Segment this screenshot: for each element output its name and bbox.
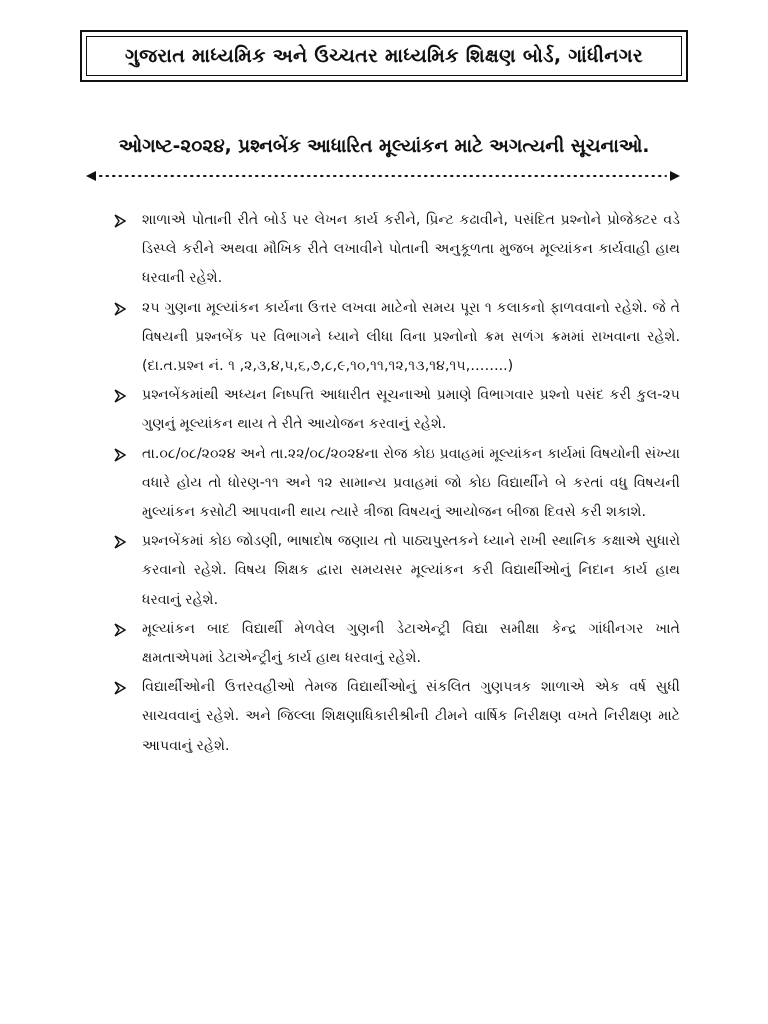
instruction-text: વિદ્યાર્થીઓની ઉત્તરવહીઓ તેમજ વિદ્યાર્થીઓનું સંકલિત ગુણપત્રક શાળાએ એક વર્ષ સુધી સાચવવાનું રહેશે. અને જિલ્લા શિક્ષણાધિકારીશ્રીની ટીમને વાર્ષિક નિરીક્ષણ વખતે નિરીક્ષણ માટે આપવાનું રહેશે. bbox=[142, 679, 680, 754]
left-arrow-icon bbox=[86, 171, 96, 181]
list-item bbox=[112, 381, 680, 439]
list-item bbox=[112, 440, 680, 528]
notice-subtitle: ઓગષ્ટ-૨૦૨૪, પ્રશ્નબેંક આધારિત મૂલ્યાંકન માટે અગત્યની સૂચનાઓ. bbox=[118, 136, 650, 157]
header-inner-border bbox=[86, 36, 682, 76]
instruction-text: પ્રશ્નબેંકમાંથી અધ્યન નિષ્પત્તિ આધારીત સૂચનાઓ પ્રમાણે વિભાગવાર પ્રશ્નો પસંદ કરી કુલ-૨૫ ગુણનું મૂલ્યાંકન થાય તે રીતે આયોજન કરવાનું રહેશે. bbox=[142, 387, 680, 433]
arrowhead-bullet-icon bbox=[114, 535, 126, 549]
list-item bbox=[112, 527, 680, 615]
instruction-text: તા.૦૮/૦૮/૨૦૨૪ અને તા.૨૨/૦૮/૨૦૨૪ના રોજ કોઇ પ્રવાહમાં મૂલ્યાંકન કાર્યમાં વિષયોની સંખ્યા વધારે હોય તો ધોરણ-૧૧ અને ૧૨ સામાન્ય પ્રવાહમાં જો કોઇ વિદ્યાર્થીને બે કરતાં વધુ વિષયની મુલ્યાંકન કસોટી આપવાની થાય ત્યારે ત્રીજા વિષયનું આયોજન બીજા દિવસે કરી શકાશે. bbox=[142, 445, 680, 521]
arrowhead-bullet-icon bbox=[114, 623, 126, 637]
list-item bbox=[112, 615, 680, 673]
arrowhead-bullet-icon bbox=[114, 302, 126, 316]
instruction-text: ૨૫ ગુણના મૂલ્યાંકન કાર્યના ઉત્તર લખવા માટેનો સમય પૂરા ૧ કલાકનો ફાળવવાનો રહેશે. જે તે વિષયની પ્રશ્નબેંક પર વિભાગને ધ્યાને લીધા વિના પ્રશ્નોનો ક્રમ સળંગ ક્રમમાં રાખવાના રહેશે. (દા.ત.પ્રશ્ન નં. ૧ ,૨,૩,૪,૫,૬,૭,૮,૯,૧૦,૧૧,૧૨,૧૩,૧૪,૧૫,……..) bbox=[142, 299, 680, 375]
arrowhead-bullet-icon bbox=[114, 681, 126, 695]
arrowhead-bullet-icon bbox=[114, 448, 126, 462]
instruction-text: શાળાએ પોતાની રીતે બોર્ડ પર લેખન કાર્ય કરીને, પ્રિન્ટ કઢાવીને, પસંદિત પ્રશ્નોને પ્રોજેક્ટર વડે ડિસ્પ્લે કરીને અથવા મૌખિક રીતે લખાવીને પોતાની અનુકૂળતા મુજબ મૂલ્યાંકન કાર્યવાહી હાથ ધરવાની રહેશે. bbox=[142, 212, 680, 287]
list-item bbox=[112, 673, 680, 761]
arrowhead-bullet-icon bbox=[114, 389, 126, 403]
instruction-text: મૂલ્યાંકન બાદ વિદ્યાર્થી મેળવેલ ગુણની ડેટાએન્ટ્રી વિદ્યા સમીક્ષા કેન્દ્ર ગાંધીનગર ખાતે ક્ષમતાએપમાં ડેટાએન્ટ્રીનું કાર્ય હાથ ધરવાનું રહેશે. bbox=[142, 620, 680, 667]
instruction-list bbox=[112, 206, 680, 761]
list-item bbox=[112, 206, 680, 294]
list-item bbox=[112, 294, 680, 382]
page-title: ગુજરાત માધ્યમિક અને ઉચ્ચતર માધ્યમિક શિક્ષણ બોર્ડ, ગાંધીનગર bbox=[124, 45, 643, 67]
header-box bbox=[80, 30, 688, 82]
instruction-text: પ્રશ્નબેંકમાં કોઇ જોડણી, ભાષાદોષ જણાય તો પાઠ્યપુસ્તકને ધ્યાને રાખી સ્થાનિક કક્ષાએ સુધારો કરવાનો રહેશે. વિષય શિક્ષક દ્વારા સમયસર મૂલ્યાંકન કરી વિદ્યાર્થીઓનું નિદાન કાર્ય હાથ ધરવાનું રહેશે. bbox=[142, 533, 680, 608]
right-arrow-icon bbox=[670, 171, 680, 181]
arrowhead-bullet-icon bbox=[114, 214, 126, 228]
dotted-arrow-divider bbox=[86, 168, 680, 184]
